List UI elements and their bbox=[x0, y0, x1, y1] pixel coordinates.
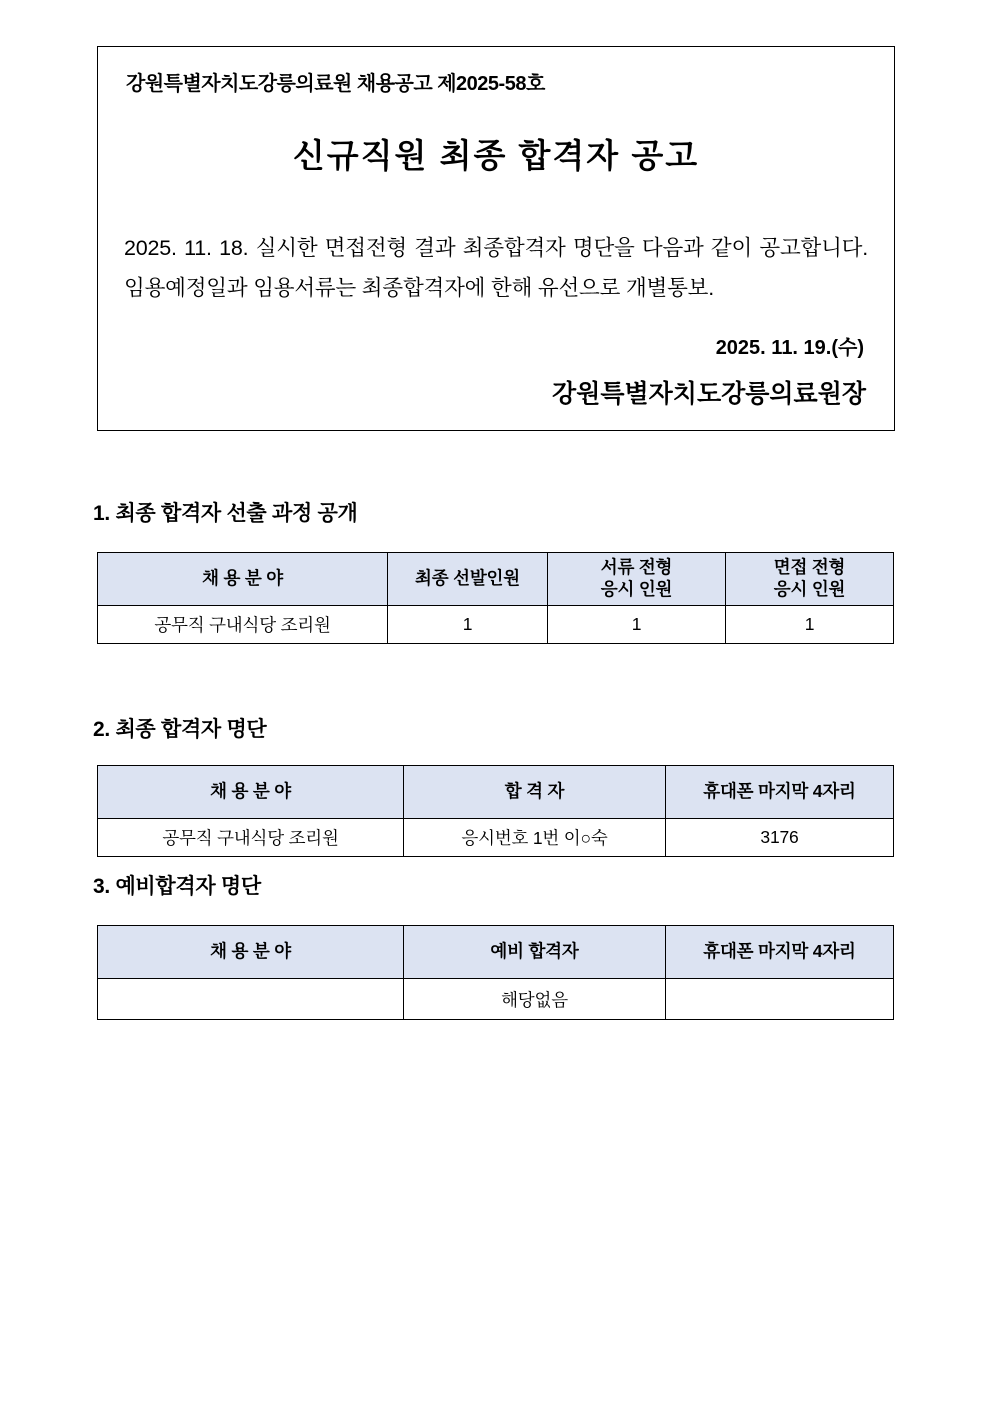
table-header-row bbox=[98, 766, 894, 819]
section-heading-2: 2. 최종 합격자 명단 bbox=[93, 718, 267, 741]
table1-cell-document-count: 1 bbox=[548, 606, 726, 644]
section-heading-3: 3. 예비합격자 명단 bbox=[93, 875, 261, 898]
table1-header-document-screening bbox=[548, 553, 726, 606]
table1-header-document-screening-line1: 서류 전형 bbox=[600, 557, 673, 578]
table2-header-passer: 합 격 자 bbox=[404, 766, 666, 819]
table1-cell-selected-count: 1 bbox=[388, 606, 548, 644]
table1-cell-interview-count: 1 bbox=[726, 606, 894, 644]
table2-header-phone-last4: 휴대폰 마지막 4자리 bbox=[666, 766, 894, 819]
notice-issuer: 강원특별자치도강릉의료원장 bbox=[552, 379, 866, 408]
notice-date: 2025. 11. 19.(수) bbox=[715, 336, 864, 359]
final-passers-table bbox=[97, 765, 894, 857]
table3-header-phone-last4: 휴대폰 마지막 4자리 bbox=[666, 926, 894, 979]
table1-header-document-screening-line2: 응시 인원 bbox=[600, 579, 673, 599]
selection-process-table bbox=[97, 552, 894, 644]
page-title: 신규직원 최종 합격자 공고 bbox=[292, 137, 700, 174]
table1-header-field: 채 용 분 야 bbox=[98, 553, 388, 606]
notice-body bbox=[124, 229, 868, 309]
table2-cell-field: 공무직 구내식당 조리원 bbox=[98, 819, 404, 857]
table1-header-interview-screening bbox=[726, 553, 894, 606]
section-heading-1: 1. 최종 합격자 선출 과정 공개 bbox=[93, 502, 358, 525]
table1-header-interview-screening-line1: 면접 전형 bbox=[773, 557, 846, 578]
table-row bbox=[98, 979, 894, 1020]
table-header-row bbox=[98, 926, 894, 979]
table3-cell-field bbox=[98, 979, 404, 1020]
table2-cell-passer: 응시번호 1번 이○숙 bbox=[404, 819, 666, 857]
table3-header-field: 채 용 분 야 bbox=[98, 926, 404, 979]
table-header-row bbox=[98, 553, 894, 606]
table3-header-reserve-passer: 예비 합격자 bbox=[404, 926, 666, 979]
table1-header-selected-count: 최종 선발인원 bbox=[388, 553, 548, 606]
reserve-passers-table bbox=[97, 925, 894, 1020]
table3-cell-reserve-passer: 해당없음 bbox=[404, 979, 666, 1020]
notice-number: 강원특별자치도강릉의료원 채용공고 제2025-58호 bbox=[126, 73, 545, 95]
table2-cell-phone-last4: 3176 bbox=[666, 819, 894, 857]
notice-box bbox=[97, 46, 895, 431]
table1-cell-field: 공무직 구내식당 조리원 bbox=[98, 606, 388, 644]
table3-cell-phone-last4 bbox=[666, 979, 894, 1020]
table-row bbox=[98, 606, 894, 644]
table1-header-interview-screening-line2: 응시 인원 bbox=[773, 579, 846, 599]
table2-header-field: 채 용 분 야 bbox=[98, 766, 404, 819]
notice-body-text: 2025. 11. 18. 실시한 면접전형 결과 최종합격자 명단을 다음과 같이 공고합니다. 임용예정일과 임용서류는 최종합격자에 한해 유선으로 개별통보. bbox=[124, 236, 868, 300]
table-row bbox=[98, 819, 894, 857]
